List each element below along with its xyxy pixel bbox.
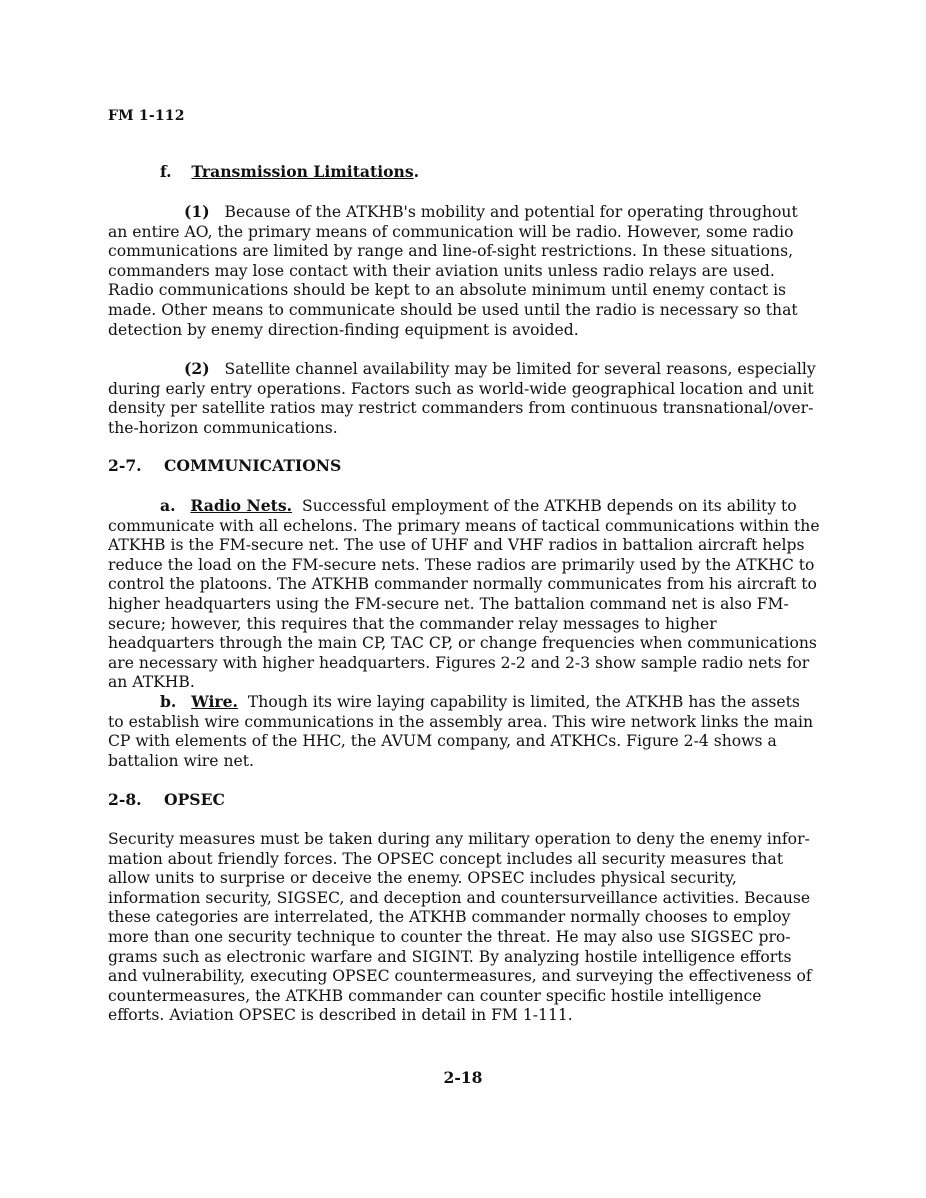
paragraph-f-1-text: Because of the ATKHB's mobility and potential for operating throughout an entire AO, the primary means of communication will be radio. However, some radio communications are limited by range and line-of-sight restrictions. In these situations, commanders may lose contact with their aviation units unless radio relays are used. Radio communications should be kept to an absolute minimum until enemy contact is made. Other means to communicate should be used until the radio is necessary so that detection by enemy direction-finding equipment is avoided. bbox=[108, 203, 798, 339]
section-f-title: Transmission Limitations bbox=[191, 162, 414, 181]
section-2-7-number: 2-7. bbox=[108, 456, 142, 475]
wire-title: Wire. bbox=[191, 692, 238, 711]
paragraph-f-2-text: Satellite channel availability may be limited for several reasons, especially during early entry operations. Factors such as world-wide geographical location and unit density per satellite ratios may restrict commanders from continuous transnational/over-the-horizon communications. bbox=[108, 360, 816, 437]
section-f-letter: f. bbox=[160, 162, 172, 181]
radio-nets-letter: a. bbox=[160, 496, 176, 515]
paragraph-f-1 bbox=[108, 202, 820, 340]
section-2-8-heading bbox=[108, 790, 820, 810]
paragraph-wire bbox=[108, 692, 820, 771]
opsec-text: Security measures must be taken during any military operation to deny the enemy infor-mation about friendly forces. The OPSEC concept includes all security measures that allow units to surprise or deceive the enemy. OPSEC includes physical security, information security, SIGSEC, and deception and countersurveillance activities. Because these categories are interrelated, the ATKHB commander normally chooses to employ more than one security technique to counter the threat. He may also use SIGSEC pro-grams such as electronic warfare and SIGINT. By analyzing hostile intelligence efforts and vulnerability, executing OPSEC countermeasures, and surveying the effectiveness of countermeasures, the ATKHB commander can counter specific hostile intelligence efforts. Aviation OPSEC is described in detail in FM 1-111. bbox=[108, 830, 812, 1025]
section-2-8-number: 2-8. bbox=[108, 790, 142, 809]
radio-nets-text: Successful employment of the ATKHB depends on its ability to communicate with all echelons. The primary means of tactical communications within the ATKHB is the FM-secure net. The use of UHF and VHF radios in battalion aircraft helps reduce the load on the FM-secure nets. These radios are primarily used by the ATKHC to control the platoons. The ATKHB commander normally communicates from his aircraft to higher headquarters using the FM-secure net. The battalion command net is also FM-secure; however, this requires that the commander relay messages to higher headquarters through the main CP, TAC CP, or change frequencies when communications are necessary with higher headquarters. Figures 2-2 and 2-3 show sample radio nets for an ATKHB. bbox=[108, 497, 820, 692]
paragraph-f-1-number: (1) bbox=[184, 202, 210, 221]
paragraph-f-2-number: (2) bbox=[184, 359, 210, 378]
section-f-title-end: . bbox=[413, 162, 420, 181]
paragraph-f-2 bbox=[108, 359, 820, 438]
section-2-7-heading bbox=[108, 456, 820, 476]
wire-text: Though its wire laying capability is limited, the ATKHB has the assets to establish wire communications in the assembly area. This wire network links the main CP with elements of the HHC, the AVUM company, and ATKHCs. Figure 2-4 shows a battalion wire net. bbox=[108, 693, 814, 770]
paragraph-radio-nets bbox=[108, 496, 820, 693]
section-2-7-title: COMMUNICATIONS bbox=[164, 456, 342, 475]
section-2-8-title: OPSEC bbox=[164, 790, 225, 809]
section-f-heading bbox=[108, 162, 820, 183]
page-number: 2-18 bbox=[443, 1068, 483, 1087]
document-id-header: FM 1-112 bbox=[108, 108, 185, 124]
wire-letter: b. bbox=[160, 692, 177, 711]
radio-nets-title: Radio Nets. bbox=[190, 496, 293, 515]
paragraph-opsec bbox=[108, 830, 820, 1026]
